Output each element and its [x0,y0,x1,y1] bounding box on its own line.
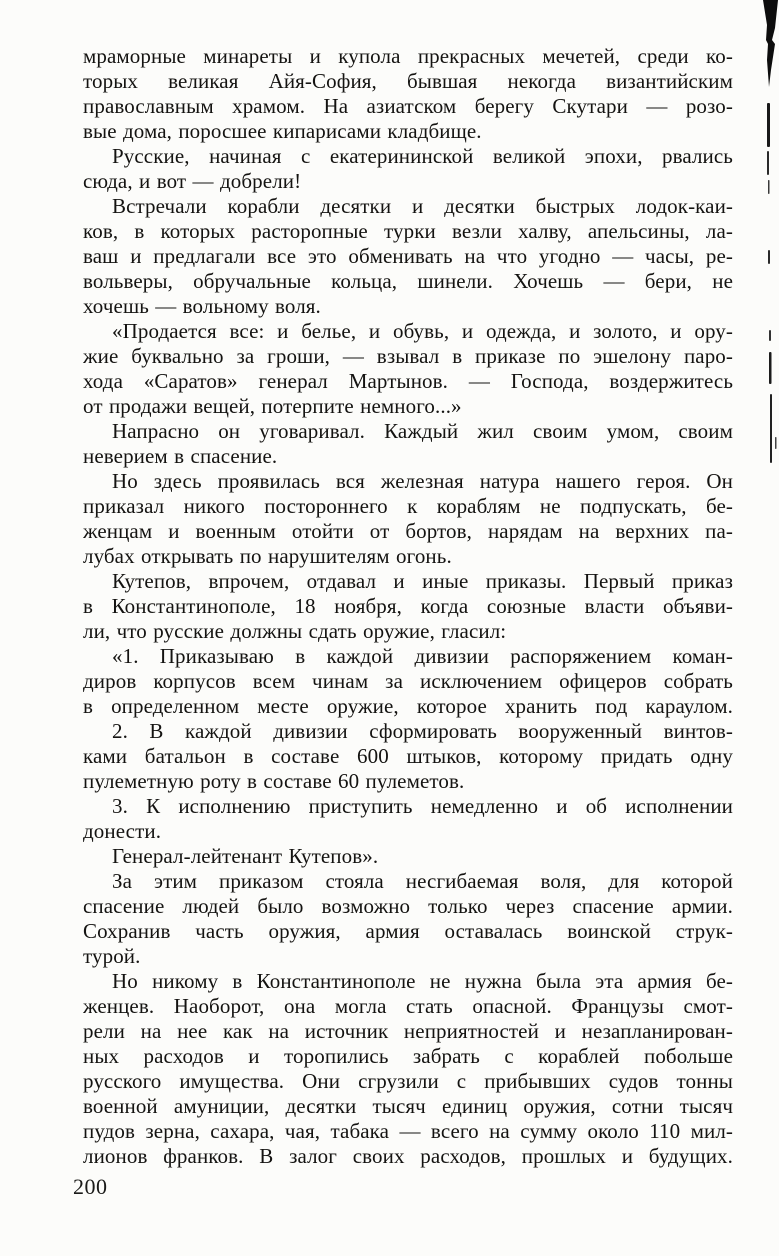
page-number: 200 [73,1174,108,1199]
text-line: пулеметную роту в составе 60 пулеметов. [83,769,465,793]
text-line: военной амуниции, десятки тысяч единиц оружия, сотни тысяч [83,1094,733,1118]
scan-artifact-edge-mark [768,250,770,264]
paragraph [83,644,733,719]
text-line: женцев. Наоборот, она могла стать опасной. Французы смот- [83,994,733,1018]
text-line: лубах открывать по нарушителям огонь. [83,544,452,568]
scan-artifact-edge-mark [769,352,772,384]
text-line: ваш и предлагали все это обменивать на что угодно — часы, ре- [83,244,733,268]
text-line: Встречали корабли десятки и десятки быстрых лодок-каи- [112,194,733,218]
text-line: хода «Саратов» генерал Мартынов. — Господа, воздержитесь [83,369,733,393]
text-line: хочешь — вольному воля. [83,294,321,318]
text-line: диров корпусов всем чинам за исключением офицеров собрать [83,669,733,693]
text-line: ных расходов и торопились забрать с кораблей побольше [83,1044,733,1068]
text-line: «Продается все: и белье, и обувь, и одежда, и золото, и ору- [112,319,733,343]
scan-artifact-edge-mark [775,437,777,449]
text-line: пудов зерна, сахара, чая, табака — всего на сумму около 110 мил- [83,1119,733,1143]
paragraph [83,869,733,969]
text-line: русского имущества. Они сгрузили с прибывших судов тонны [83,1069,733,1093]
text-line: спасение людей было возможно только через спасение армии. [83,894,733,918]
text-line: ков, в которых расторопные турки везли халву, апельсины, ла- [83,219,733,243]
paragraph [83,44,733,144]
paragraph [83,144,733,194]
scan-artifact-edge-mark [767,151,769,175]
paragraph [83,469,733,569]
text-line: вые дома, поросшее кипарисами кладбище. [83,119,482,143]
text-line: ками батальон в составе 600 штыков, которому придать одну [83,744,733,768]
text-line: донести. [83,819,162,843]
text-line: торых великая Айя-София, бывшая некогда византийским [83,69,733,93]
paragraph [83,794,733,844]
text-line: Русские, начиная с екатерининской великой эпохи, рвались [112,144,733,168]
scan-artifact-corner [763,0,778,87]
text-line: в Константинополе, 18 ноября, когда союзные власти объяви- [83,594,733,618]
page-text [83,44,733,1169]
text-line: Сохранив часть оружия, армия оставалась воинской струк- [83,919,733,943]
text-line: турой. [83,944,141,968]
scan-artifact-edge-mark [769,330,771,341]
text-line: сюда, и вот — добрели! [83,169,302,193]
text-line: от продажи вещей, потерпите немного...» [83,394,462,418]
paragraph [83,319,733,419]
text-line: жие буквально за гроши, — взывал в приказе по эшелону паро- [83,344,733,368]
text-line: 3. К исполнению приступить немедленно и об исполнении [112,794,733,818]
scan-artifact-edge-mark [768,180,770,194]
text-line: Генерал-лейтенант Кутепов». [112,844,379,868]
paragraph [83,844,733,869]
text-line: православным храмом. На азиатском берегу Скутари — розо- [83,94,733,118]
text-line: вольверы, обручальные кольца, шинели. Хочешь — бери, не [83,269,733,293]
text-line: Кутепов, впрочем, отдавал и иные приказы. Первый приказ [112,569,733,593]
paragraph [83,194,733,319]
text-line: женцам и военным отойти от бортов, нарядам на верхних па- [83,519,733,543]
scan-artifact-edge-mark [767,103,770,147]
paragraph [83,419,733,469]
text-line: приказал никого постороннего к кораблям не подпускать, бе- [83,494,733,518]
text-line: неверием в спасение. [83,444,278,468]
text-line: Но никому в Константинополе не нужна была эта армия бе- [112,969,733,993]
text-line: Но здесь проявилась вся железная натура нашего героя. Он [112,469,733,493]
scan-artifact-edge-mark [770,394,772,463]
text-line: рели на нее как на источник неприятностей и незапланирован- [83,1019,733,1043]
text-line: За этим приказом стояла несгибаемая воля, для которой [112,869,733,893]
text-line: «1. Приказываю в каждой дивизии распоряжением коман- [112,644,733,668]
text-line: лионов франков. В залог своих расходов, прошлых и будущих. [83,1144,733,1168]
paragraph [83,719,733,794]
text-line: ли, что русские должны сдать оружие, гласил: [83,619,507,643]
text-line: 2. В каждой дивизии сформировать вооруженный винтов- [112,719,733,743]
text-line: в определенном месте оружие, которое хранить под караулом. [83,694,733,718]
text-line: Напрасно он уговаривал. Каждый жил своим умом, своим [112,419,733,443]
paragraph [83,969,733,1169]
text-line: мраморные минареты и купола прекрасных мечетей, среди ко- [83,44,733,68]
paragraph [83,569,733,644]
